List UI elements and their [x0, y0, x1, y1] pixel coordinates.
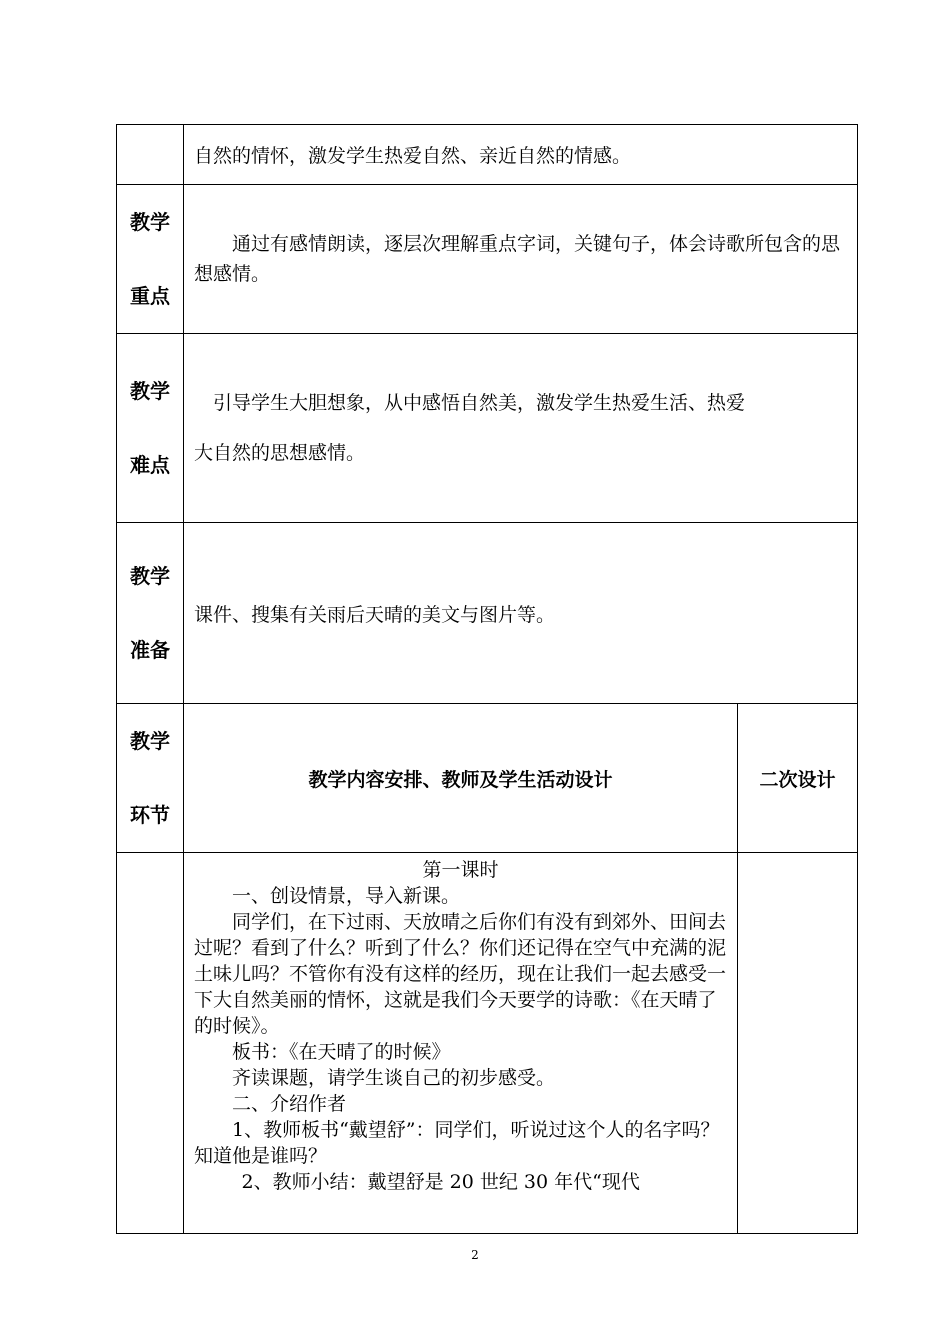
- key-points-text: 通过有感情朗读，逐层次理解重点字词，关键句子，体会诗歌所包含的思想感情。: [184, 185, 858, 334]
- label-difficulties-bottom: 难点: [130, 453, 170, 477]
- label-preparation-top: 教学: [130, 564, 170, 588]
- row-objectives-continued: [117, 125, 858, 185]
- label-steps: [117, 704, 184, 853]
- lesson-paragraph: 齐读课题，请学生谈自己的初步感受。: [232, 1067, 556, 1089]
- label-steps-top: 教学: [130, 729, 170, 753]
- difficulties-line-2: 大自然的思想感情。: [194, 442, 366, 464]
- label-difficulties: [117, 334, 184, 523]
- difficulties-line-1: 引导学生大胆想象，从中感悟自然美，激发学生热爱生活、热爱: [194, 392, 746, 414]
- lesson-label-empty: [117, 853, 184, 1234]
- difficulties-text: [184, 334, 858, 523]
- page-number: 2: [471, 1248, 479, 1262]
- row-header: [117, 704, 858, 853]
- row-lesson-content: [117, 853, 858, 1234]
- objectives-continued-text: 自然的情怀，激发学生热爱自然、亲近自然的情感。: [184, 125, 858, 185]
- lesson-title: 第一课时: [422, 859, 499, 881]
- row-key-points: [117, 185, 858, 334]
- lesson-paragraph: 同学们，在下过雨、天放晴之后你们有没有到郊外、田间去过呢？看到了什么？听到了什么？你们还记得在空气中充满的泥土味儿吗？不管你有没有这样的经历，现在让我们一起去感受一下大自然美丽的情怀，这就是我们今天要学的诗歌：《在天晴了的时候》。: [194, 911, 727, 1037]
- row-preparation: [117, 523, 858, 704]
- lesson-paragraph: 一、创设情景，导入新课。: [232, 885, 461, 907]
- header-activity-design: 教学内容安排、教师及学生活动设计: [184, 704, 738, 853]
- label-difficulties-top: 教学: [130, 379, 170, 403]
- lesson-plan-table: [116, 124, 858, 1234]
- preparation-text: 课件、搜集有关雨后天晴的美文与图片等。: [184, 523, 858, 704]
- label-cell-empty: [117, 125, 184, 185]
- label-key-points-top: 教学: [130, 210, 170, 234]
- lesson-paragraph: 板书：《在天晴了的时候》: [232, 1041, 451, 1063]
- lesson-content-cell: [184, 853, 738, 1234]
- label-key-points: [117, 185, 184, 334]
- lesson-paragraph: 二、介绍作者: [232, 1093, 347, 1115]
- lesson-paragraph: 1、教师板书“戴望舒”：同学们，听说过这个人的名字吗？知道他是谁吗？: [194, 1119, 720, 1167]
- label-preparation: [117, 523, 184, 704]
- lesson-paragraph: 2、教师小结：戴望舒是 20 世纪 30 年代“现代: [241, 1171, 640, 1193]
- label-steps-bottom: 环节: [130, 803, 170, 827]
- header-second-design: 二次设计: [738, 704, 858, 853]
- label-preparation-bottom: 准备: [130, 638, 170, 662]
- second-design-empty: [738, 853, 858, 1234]
- row-difficulties: [117, 334, 858, 523]
- label-key-points-bottom: 重点: [130, 284, 170, 308]
